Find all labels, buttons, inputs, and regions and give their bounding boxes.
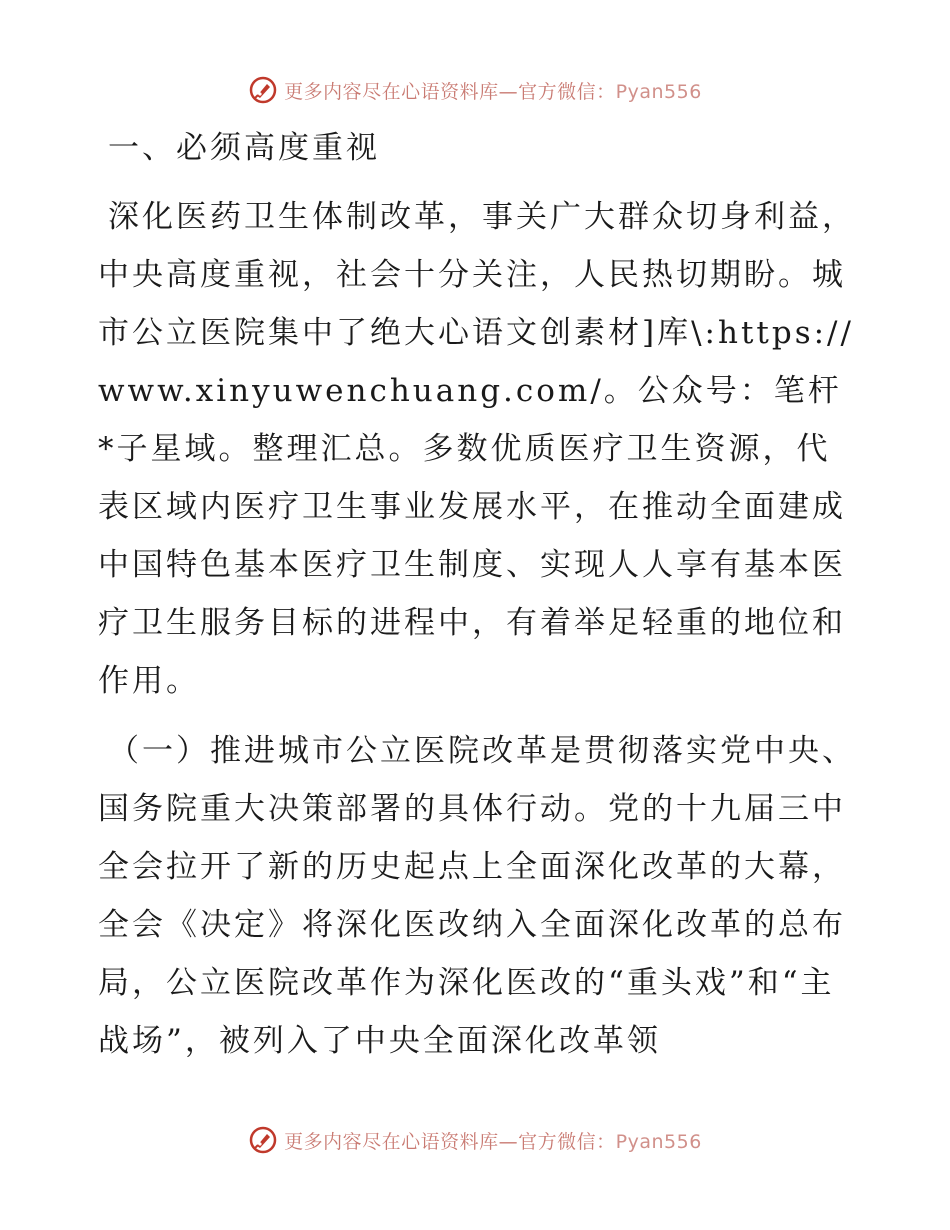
paragraph-2: （一）推进城市公立医院改革是贯彻落实党中央、国务院重大决策部署的具体行动。党的十九届三中全会拉开了新的历史起点上全面深化改革的大幕，全会《决定》将深化医改纳入全面深化改革的总布局，公立医院改革作为深化医改的“重头戏”和“主战场”，被列入了中央全面深化改革领 bbox=[98, 733, 856, 1059]
watermark-text: 更多内容尽在心语资料库—官方微信：Pyan556 bbox=[284, 80, 702, 103]
section-heading: 一、必须高度重视 bbox=[108, 130, 380, 166]
paragraph-1: 深化医药卫生体制改革，事关广大群众切身利益，中央高度重视，社会十分关注，人民热切期盼。城市公立医院集中了绝大心语文创素材]库\:https://www.xinyuwenchuang.com/。公众号：笔杆*子星域。整理汇总。多数优质医疗卫生资源，代表区域内医疗卫生事业发展水平，在推动全面建成中国特色基本医疗卫生制度、实现人人享有基本医疗卫生服务目标的进程中，有着举足轻重的地位和作用。 bbox=[98, 199, 856, 699]
watermark-wechat-id: Pyan556 bbox=[615, 80, 702, 103]
pen-nib-icon bbox=[248, 75, 278, 105]
pen-nib-icon bbox=[248, 1125, 278, 1155]
watermark-wechat-id: Pyan556 bbox=[615, 1130, 702, 1153]
watermark-header bbox=[0, 70, 950, 110]
watermark-footer bbox=[0, 1120, 950, 1160]
watermark-text: 更多内容尽在心语资料库—官方微信：Pyan556 bbox=[284, 1130, 702, 1153]
document-body bbox=[98, 122, 858, 1082]
